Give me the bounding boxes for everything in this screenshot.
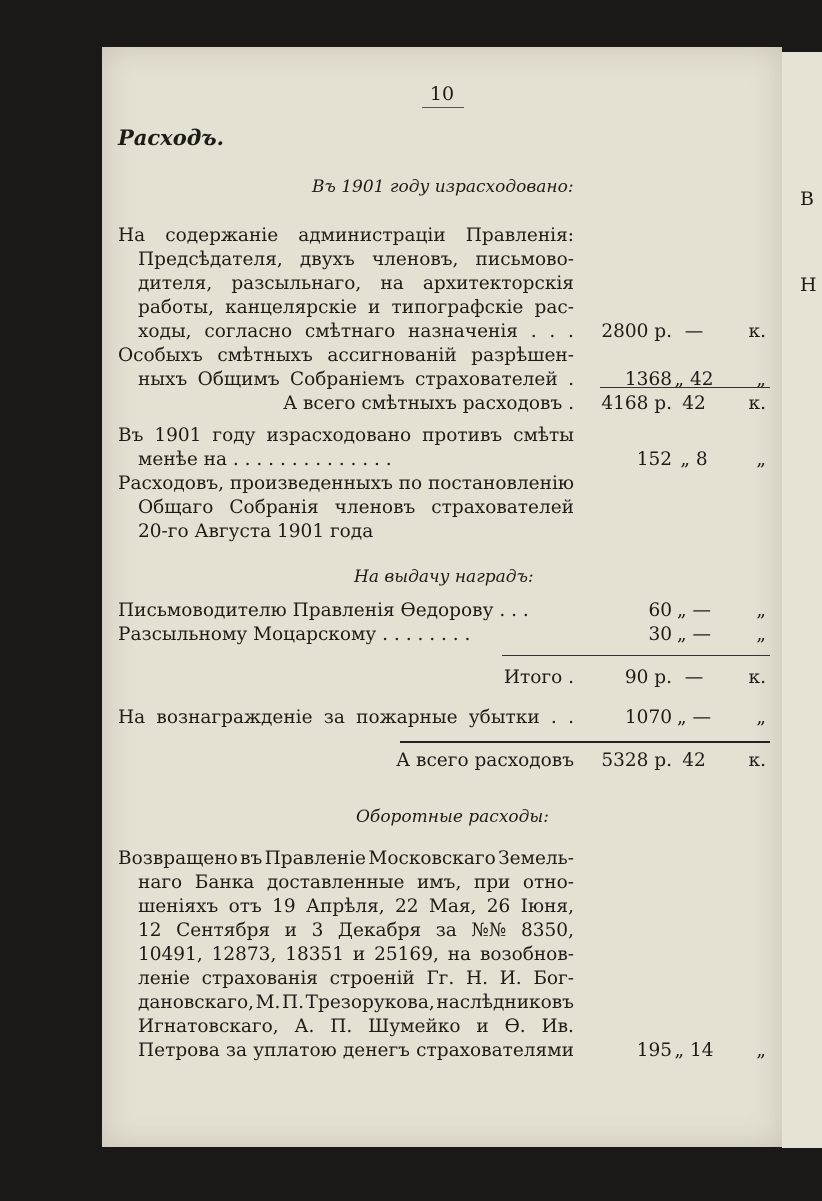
section-heading: Расходъ. — [118, 125, 224, 150]
turnover-label: Оборотные расходы: — [356, 807, 550, 827]
special-line: Особыхъ смѣтныхъ ассигнованій разрѣшен- — [118, 345, 574, 366]
amount-kop: „ 8 — [680, 449, 708, 470]
award-row-label: Разсыльному Моцарскому . . . . . . . . — [118, 624, 471, 645]
next-page-fragment: Н — [800, 274, 817, 296]
over-estimate-line: менѣе на . . . . . . . . . . . . . . — [138, 449, 392, 470]
page-number: 10 — [429, 83, 455, 105]
decree-line: Расходовъ, произведенныхъ по постановленію — [118, 473, 574, 494]
over-estimate-line: Въ 1901 году израсходовано противъ смѣты — [118, 425, 574, 446]
amount-kop: — — [684, 667, 704, 688]
decree-line: Общаго Собранія членовъ страхователей — [138, 497, 574, 518]
amount-unit: к. — [748, 393, 766, 414]
special-line: ныхъ Общимъ Собраніемъ страхователей . — [138, 369, 574, 390]
amount-rub: 60 — [648, 600, 672, 621]
amount-unit: „ — [756, 600, 766, 621]
over-estimate-amount — [580, 448, 770, 472]
admin-line: ходы, согласно смѣтнаго назначенія . . . — [138, 321, 574, 342]
document-page — [102, 47, 782, 1147]
turnover-line: Игнатовскаго, А. П. Шумейко и Ѳ. Ив. — [138, 1016, 574, 1037]
total-estimate-label: А всего смѣтныхъ расходовъ . — [283, 393, 574, 414]
special-amount — [580, 368, 770, 392]
amount-unit: к. — [748, 750, 766, 771]
awards-label: На выдачу наградъ: — [354, 567, 534, 587]
admin-amount — [580, 320, 770, 344]
award-row-amount — [580, 599, 770, 623]
amount-rub: 152 — [636, 449, 672, 470]
turnover-line: шеніяхъ отъ 19 Апрѣля, 22 Мая, 26 Іюня, — [138, 896, 574, 917]
awards-total-amount — [580, 666, 770, 690]
amount-rub: 4168 р. — [601, 393, 672, 414]
turnover-line: наго Банка доставленные имъ, при отно- — [138, 872, 574, 893]
fire-losses-amount — [580, 706, 770, 730]
grand-total-rule — [400, 741, 770, 743]
decree-line: 20-го Августа 1901 года — [138, 521, 374, 542]
next-page-edge — [782, 52, 822, 1148]
amount-kop: „ 14 — [674, 1040, 714, 1061]
turnover-line: 10491, 12873, 18351 и 25169, на возобнов- — [138, 944, 574, 965]
admin-line: работы, канцелярскіе и типографскіе рас- — [138, 297, 574, 318]
next-page-fragment: В — [800, 188, 814, 210]
amount-rub: 1070 — [624, 707, 672, 728]
turnover-line: дановскаго, М. П. Трезорукова, наслѣдниковъ — [138, 992, 574, 1013]
amount-rub: 5328 р. — [601, 750, 672, 771]
amount-unit: „ — [756, 1040, 766, 1061]
admin-line: На содержаніе администраціи Правленія: — [118, 225, 574, 246]
amount-rub: 195 — [636, 1040, 672, 1061]
turnover-line: Петрова за уплатою денегъ страхователями — [138, 1040, 574, 1061]
fire-losses-label: На вознагражденіе за пожарные убытки . . — [118, 707, 574, 728]
awards-rule — [502, 655, 770, 656]
amount-unit: к. — [748, 321, 766, 342]
turnover-line: Возвращено въ Правленіе Московскаго Земель- — [118, 848, 574, 869]
turnover-line: леніе страхованія строеній Гг. Н. И. Бог- — [138, 968, 574, 989]
grand-total-label: А всего расходовъ — [396, 750, 574, 771]
award-row-amount — [580, 623, 770, 647]
amount-kop: — — [684, 321, 704, 342]
amount-kop: „ — — [677, 624, 711, 645]
subtotal-rule — [600, 387, 770, 388]
amount-unit: „ — [756, 369, 766, 390]
amount-unit: „ — [756, 624, 766, 645]
admin-line: дителя, разсыльнаго, на архитекторскія — [138, 273, 574, 294]
award-row-label: Письмоводителю Правленія Ѳедорову . . . — [118, 600, 529, 621]
amount-rub: 2800 р. — [601, 321, 672, 342]
amount-kop: „ — — [677, 707, 711, 728]
grand-total-amount — [580, 749, 770, 773]
amount-kop: „ 42 — [674, 369, 714, 390]
amount-kop: „ — — [677, 600, 711, 621]
awards-total-label: Итого . — [503, 667, 574, 688]
amount-rub: 30 — [648, 624, 672, 645]
turnover-line: 12 Сентября и 3 Декабря за №№ 8350, — [138, 920, 574, 941]
section1-label: Въ 1901 году израсходовано: — [312, 177, 574, 197]
total-estimate-amount — [580, 392, 770, 416]
amount-kop: 42 — [682, 750, 706, 771]
amount-rub: 90 р. — [624, 667, 672, 688]
amount-unit: „ — [756, 707, 766, 728]
amount-unit: „ — [756, 449, 766, 470]
amount-unit: к. — [748, 667, 766, 688]
amount-rub: 1368 — [624, 369, 672, 390]
amount-kop: 42 — [682, 393, 706, 414]
page-number-rule — [422, 107, 464, 108]
admin-line: Предсѣдателя, двухъ членовъ, письмово- — [138, 249, 574, 270]
turnover-amount — [580, 1039, 770, 1063]
